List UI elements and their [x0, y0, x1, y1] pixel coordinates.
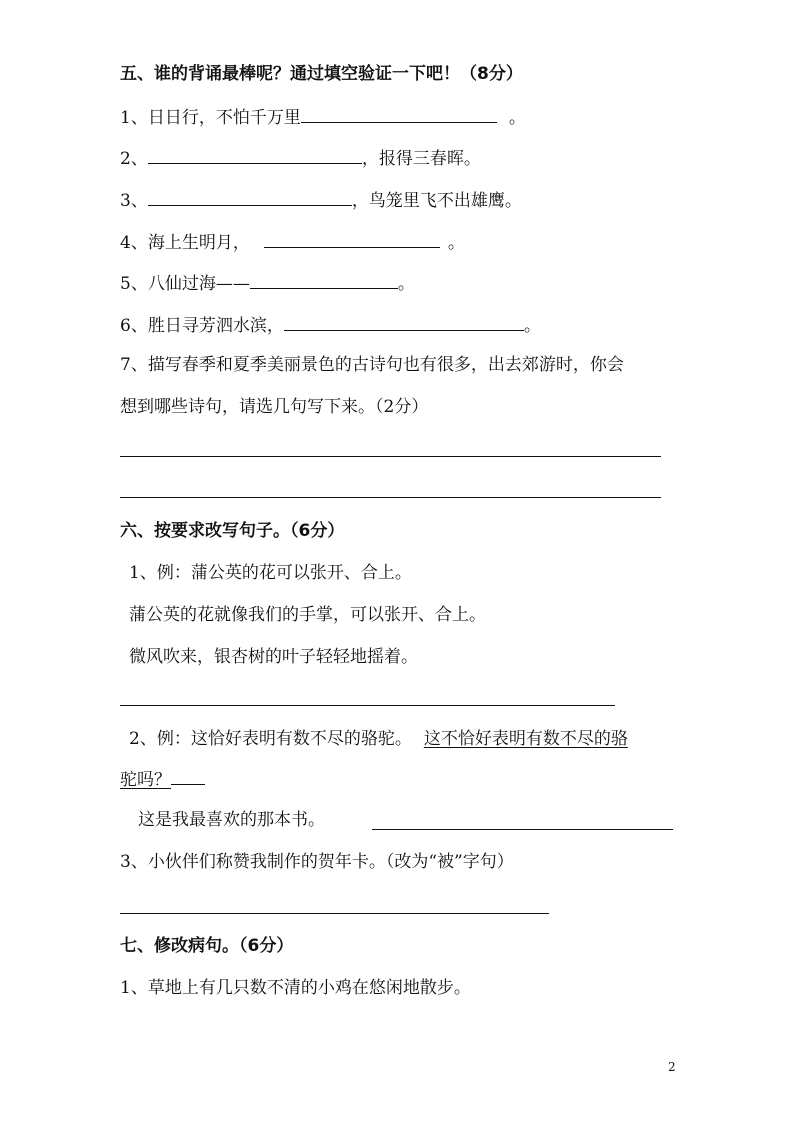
question-5-7-line-1: 7、描写春季和夏季美丽景色的古诗句也有很多，出去郊游时，你会: [120, 355, 624, 375]
question-6-3: 3、小伙伴们称赞我制作的贺年卡。（改为“被”字句）: [120, 852, 514, 872]
answer-line-6-3[interactable]: [120, 913, 549, 914]
answer-blank-5-3[interactable]: [148, 187, 352, 206]
example-6-2-answer-part-1: 这不恰好表明有数不尽的骆: [423, 729, 628, 749]
question-5-3-suffix: ，鸟笼里飞不出雄鹰。: [351, 191, 522, 211]
question-5-2-prefix: 2、: [120, 149, 148, 169]
answer-blank-5-4[interactable]: [264, 229, 440, 248]
question-5-4: [120, 229, 465, 255]
example-6-2-underline-tail: [171, 770, 205, 785]
example-6-2-prefix: 2、例：这恰好表明有数不尽的骆驼。: [129, 729, 412, 749]
question-5-1-prefix: 1、日日行，不怕千万里: [120, 108, 301, 128]
question-5-6-suffix: 。: [523, 316, 541, 336]
page-number: 2: [668, 1060, 676, 1074]
answer-blank-5-6[interactable]: [284, 312, 524, 331]
task-6-1: 微风吹来，银杏树的叶子轻轻地摇着。: [129, 647, 418, 667]
question-7-1: 1、草地上有几只数不清的小鸡在悠闲地散步。: [120, 978, 471, 998]
section-6-title: 六、按要求改写句子。（6分）: [120, 521, 345, 541]
answer-blank-5-5[interactable]: [250, 270, 398, 289]
example-6-1-line-1: 1、例：蒲公英的花可以张开、合上。: [129, 563, 412, 583]
example-6-2-line-2: [120, 768, 205, 792]
question-5-3-prefix: 3、: [120, 191, 148, 211]
question-5-4-prefix: 4、海上生明月，: [120, 233, 250, 253]
question-5-5-suffix: 。: [397, 274, 415, 294]
question-5-1-suffix: 。: [508, 108, 526, 128]
question-5-6: [120, 312, 541, 338]
answer-line-5-7-b[interactable]: [120, 497, 661, 498]
answer-line-6-1[interactable]: [120, 705, 615, 706]
question-5-2-suffix: ，报得三春晖。: [361, 149, 481, 169]
section-5-title: 五、谁的背诵最棒呢？通过填空验证一下吧！（8分）: [120, 64, 523, 84]
example-6-1-line-2: 蒲公英的花就像我们的手掌，可以张开、合上。: [129, 605, 486, 625]
answer-blank-5-2[interactable]: [148, 145, 362, 164]
question-5-7-line-2: 想到哪些诗句，请选几句写下来。（2分）: [120, 397, 429, 417]
question-5-6-prefix: 6、胜日寻芳泗水滨，: [120, 316, 284, 336]
section-7-title: 七、修改病句。（6分）: [120, 936, 294, 956]
question-5-5: [120, 270, 415, 296]
question-5-5-prefix: 5、八仙过海——: [120, 274, 250, 294]
task-6-2: 这是我最喜欢的那本书。: [138, 810, 325, 830]
question-5-1: [120, 104, 526, 130]
question-5-2: [120, 145, 481, 171]
answer-line-5-7-a[interactable]: [120, 456, 661, 457]
answer-blank-5-1[interactable]: [301, 104, 497, 123]
answer-line-6-2[interactable]: [372, 829, 673, 830]
question-5-3: [120, 187, 522, 213]
example-6-2-answer-part-2: 驼吗？: [120, 770, 171, 790]
question-5-4-suffix: 。: [447, 233, 465, 253]
example-6-2-line-1: [129, 727, 628, 751]
